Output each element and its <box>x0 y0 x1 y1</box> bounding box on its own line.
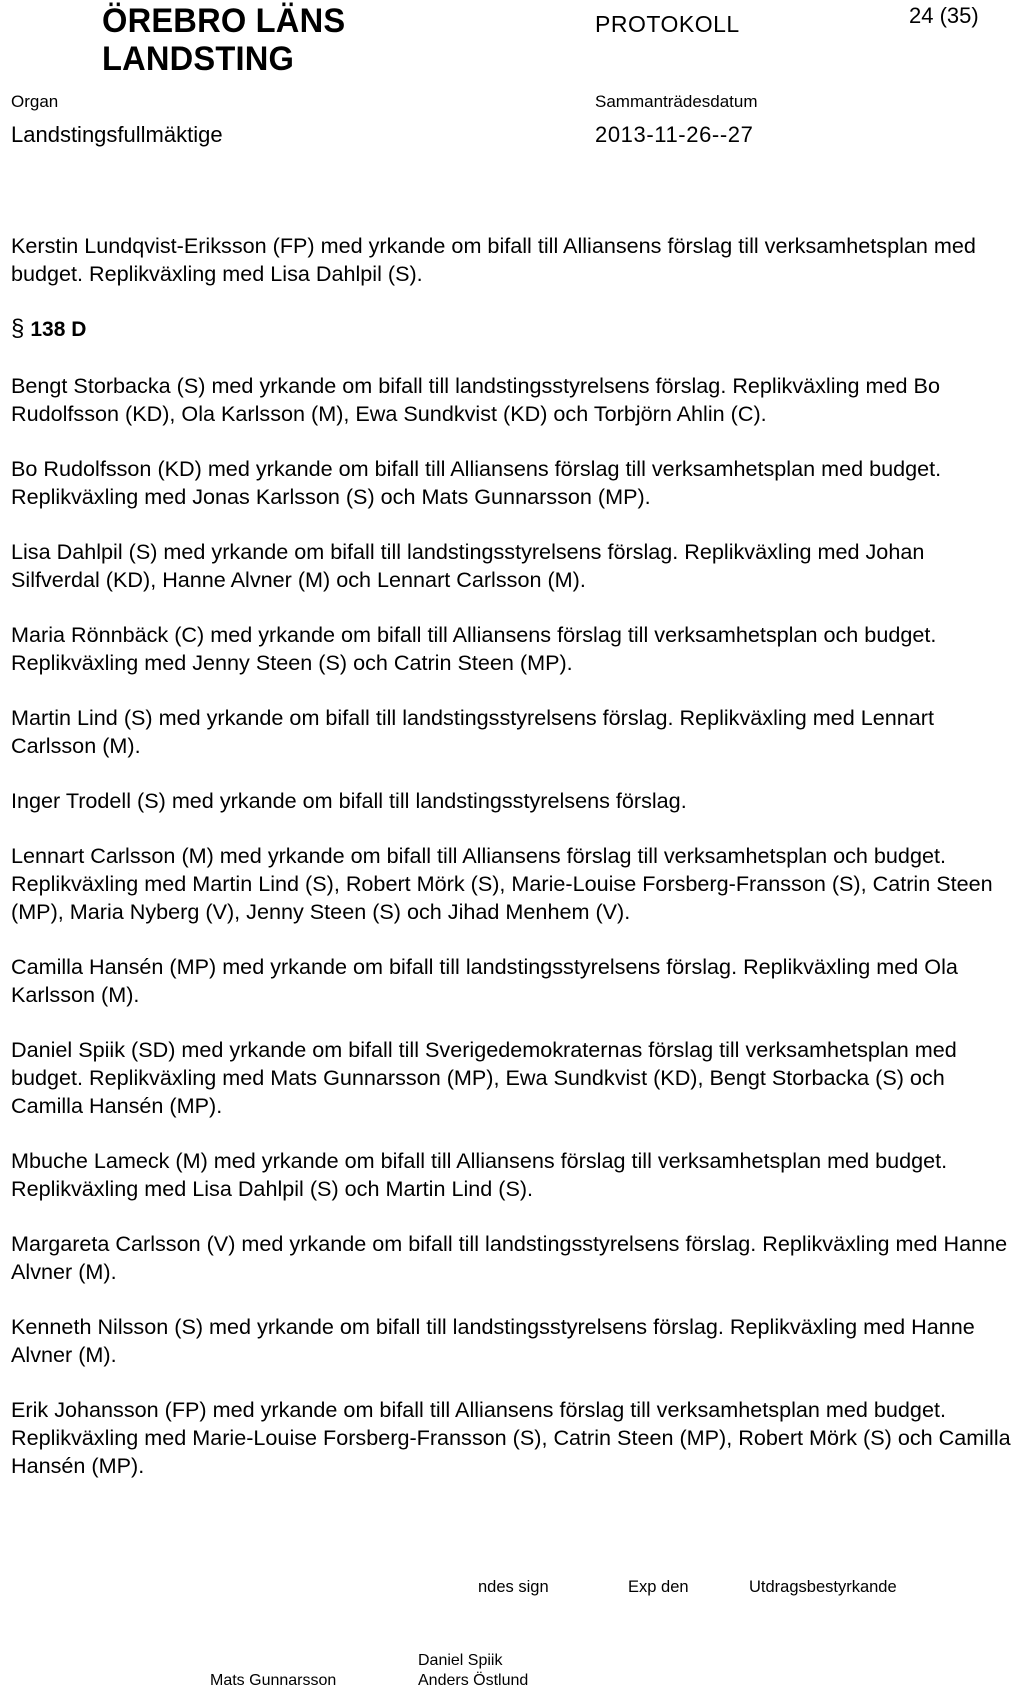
adjuster-name: Daniel Spiik <box>418 1652 503 1669</box>
adjuster-name: Anders Östlund <box>418 1672 529 1689</box>
logo-line-1: ÖREBRO LÄNS <box>102 2 346 40</box>
paragraph: Maria Rönnbäck (C) med yrkande om bifall till Alliansens förslag till verksamhetsplan och budget. Replikväxling med Jenny Steen (S) och Catrin Steen (MP). <box>11 622 937 675</box>
paragraph: Camilla Hansén (MP) med yrkande om bifall till landstingsstyrelsens förslag. Replikväxling med Ola Karlsson (M). <box>11 954 958 1007</box>
minutes-body <box>11 232 1016 1507</box>
paragraph: Daniel Spiik (SD) med yrkande om bifall till Sverigedemokraternas förslag till verksamhetsplan med budget. Replikväxling med Mats Gunnarsson (MP), Ewa Sundkvist (KD), Bengt Storbacka (S) och Camilla Hansén (MP). <box>11 1037 957 1118</box>
section-number: 138 D <box>30 318 87 341</box>
section-heading <box>11 315 1016 344</box>
signature-label: ndes sign <box>478 1578 549 1596</box>
expedition-date-label: Exp den <box>628 1578 689 1596</box>
paragraph: Martin Lind (S) med yrkande om bifall till landstingsstyrelsens förslag. Replikväxling med Lennart Carlsson (M). <box>11 705 934 758</box>
page-number: 24 (35) <box>909 3 979 28</box>
document-type: PROTOKOLL <box>595 11 740 37</box>
intro-paragraph: Kerstin Lundqvist-Eriksson (FP) med yrkande om bifall till Alliansens förslag till verksamhetsplan med budget. Replikväxling med Lisa Dahlpil (S). <box>11 233 976 286</box>
section-symbol: § <box>11 315 25 342</box>
meeting-date-label: Sammanträdesdatum <box>595 92 758 111</box>
organization-logo <box>102 2 345 78</box>
paragraph: Lennart Carlsson (M) med yrkande om bifall till Alliansens förslag till verksamhetsplan och budget. Replikväxling med Martin Lind (S), Robert Mörk (S), Marie-Louise Forsberg-Fransson (S), Catrin Steen (MP), Maria Nyberg (V), Jenny Steen (S) och Jihad Menhem (V). <box>11 843 993 924</box>
paragraph: Bengt Storbacka (S) med yrkande om bifall till landstingsstyrelsens förslag. Replikväxling med Bo Rudolfsson (KD), Ola Karlsson (M), Ewa Sundkvist (KD) och Torbjörn Ahlin (C). <box>11 373 940 426</box>
paragraph: Bo Rudolfsson (KD) med yrkande om bifall till Alliansens förslag till verksamhetsplan med budget. Replikväxling med Jonas Karlsson (S) och Mats Gunnarsson (MP). <box>11 456 942 509</box>
extract-certification-label: Utdragsbestyrkande <box>749 1578 897 1596</box>
paragraph: Erik Johansson (FP) med yrkande om bifall till Alliansens förslag till verksamhetsplan med budget. Replikväxling med Marie-Louise Forsberg-Fransson (S), Catrin Steen (MP), Robert Mörk (S) och Camilla Hansén (MP). <box>11 1397 1011 1478</box>
adjuster-name: Mats Gunnarsson <box>210 1672 337 1689</box>
paragraph: Lisa Dahlpil (S) med yrkande om bifall till landstingsstyrelsens förslag. Replikväxling med Johan Silfverdal (KD), Hanne Alvner (M) och Lennart Carlsson (M). <box>11 539 925 592</box>
organ-label: Organ <box>11 92 59 111</box>
meeting-date-value: 2013-11-26--27 <box>595 122 754 147</box>
paragraph: Mbuche Lameck (M) med yrkande om bifall till Alliansens förslag till verksamhetsplan med budget. Replikväxling med Lisa Dahlpil (S) och Martin Lind (S). <box>11 1148 948 1201</box>
paragraph: Kenneth Nilsson (S) med yrkande om bifall till landstingsstyrelsens förslag. Replikväxling med Hanne Alvner (M). <box>11 1314 975 1367</box>
logo-line-2: LANDSTING <box>102 40 295 78</box>
paragraph: Margareta Carlsson (V) med yrkande om bifall till landstingsstyrelsens förslag. Replikväxling med Hanne Alvner (M). <box>11 1231 1008 1284</box>
paragraph: Inger Trodell (S) med yrkande om bifall till landstingsstyrelsens förslag. <box>11 788 687 813</box>
organ-value: Landstingsfullmäktige <box>11 122 223 147</box>
